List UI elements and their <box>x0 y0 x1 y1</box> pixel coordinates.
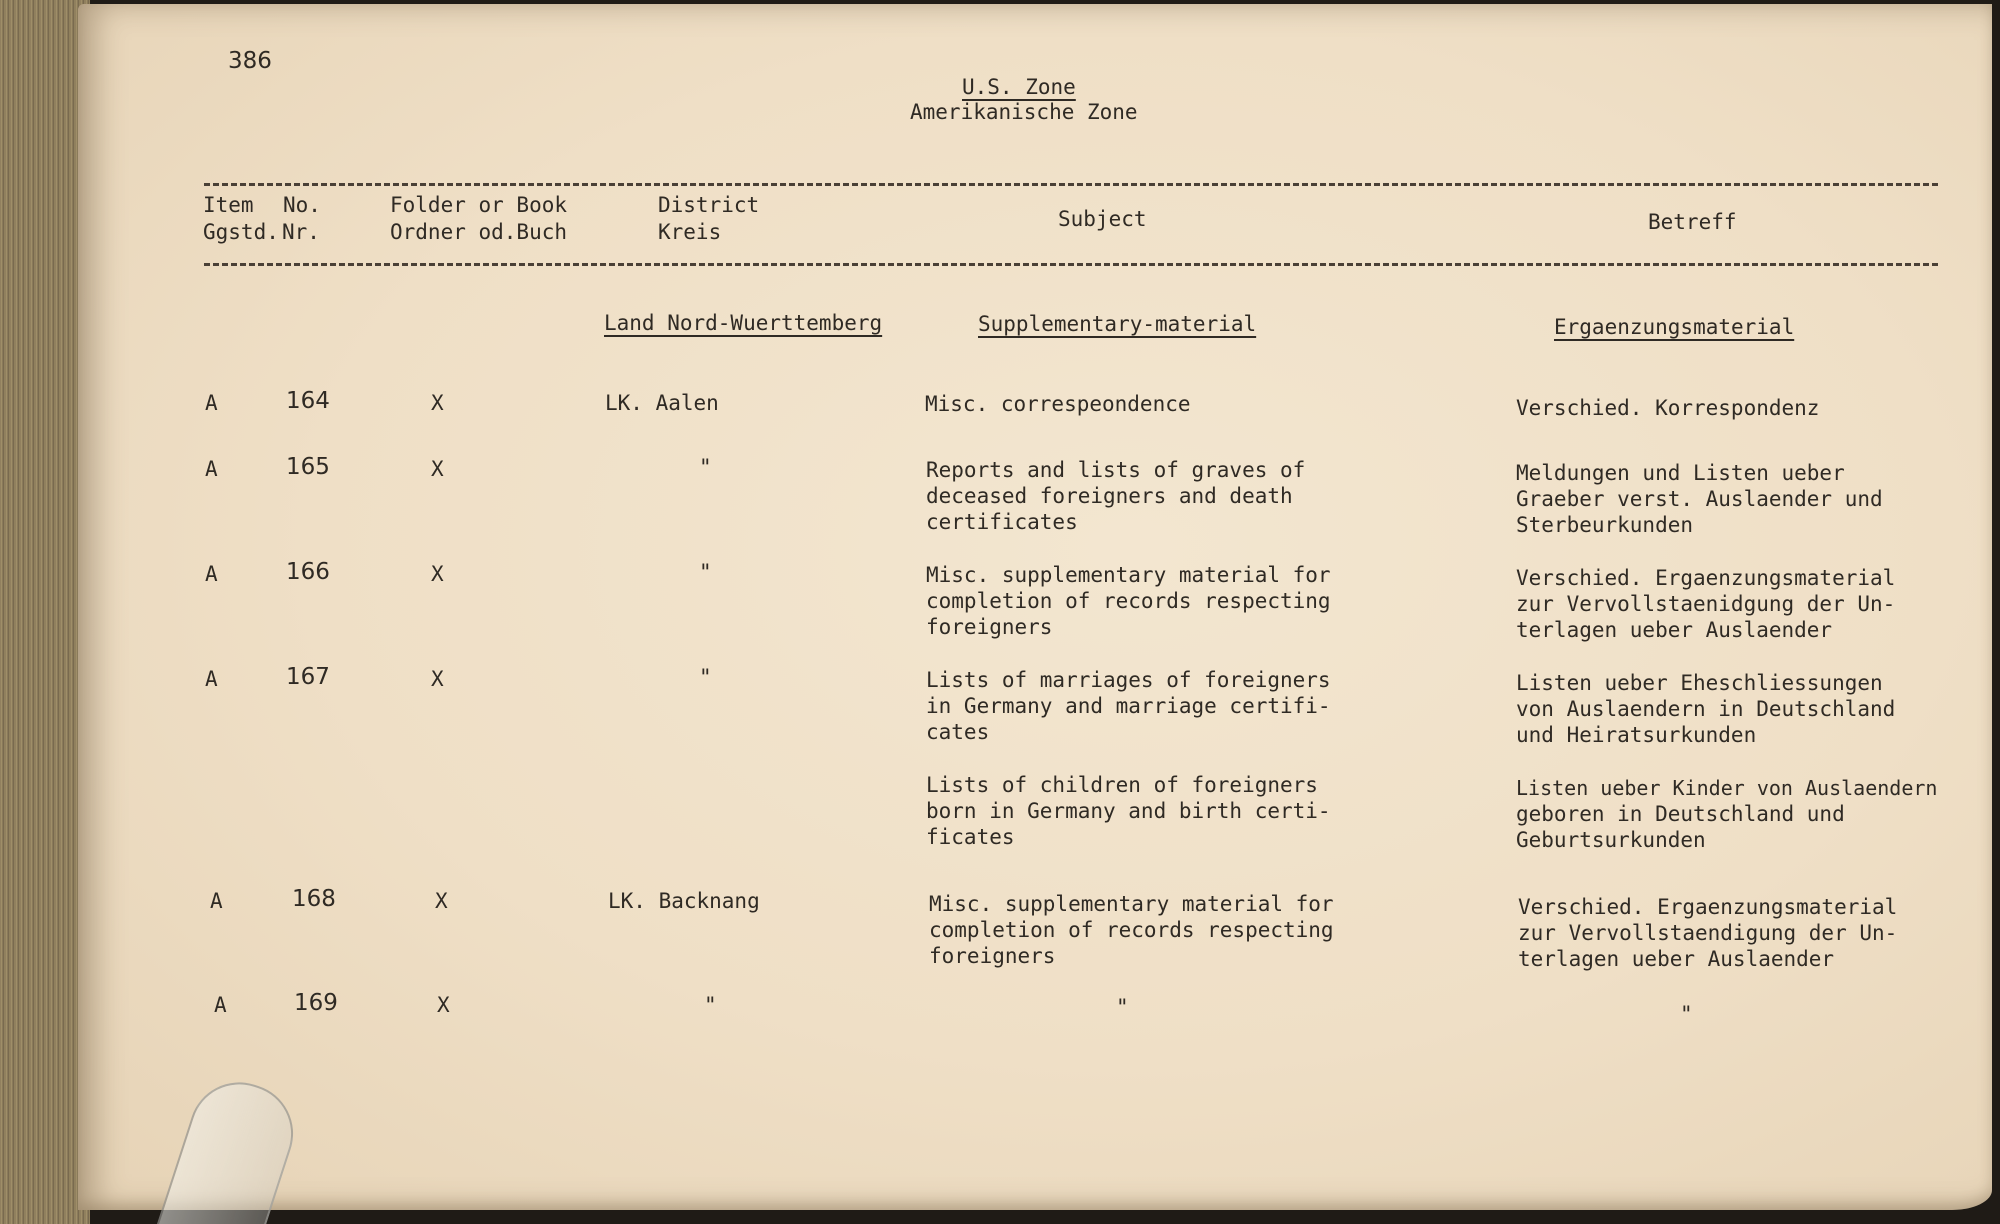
row-folder: X <box>437 993 450 1017</box>
col-header-district: District <box>658 193 760 217</box>
row-betreff-line: " <box>1680 1002 1693 1026</box>
page-title-de: Amerikanische Zone <box>910 100 1138 124</box>
section-subject-heading: Supplementary-material <box>978 312 1257 336</box>
row-district: LK. Aalen <box>605 391 719 415</box>
row-subject-line: in Germany and marriage certifi- <box>926 694 1331 718</box>
row-betreff-line: Graeber verst. Auslaender und <box>1516 487 1883 511</box>
row-subject-line: Misc. correspeondence <box>925 392 1191 416</box>
book-page-edges <box>0 0 90 1224</box>
row-item: A <box>214 993 227 1017</box>
row-district: LK. Backnang <box>608 889 760 913</box>
dashed-rule-top <box>204 183 1938 186</box>
row-subject-line: deceased foreigners and death <box>926 484 1293 508</box>
row-item: A <box>210 889 223 913</box>
dashed-rule-bottom <box>204 263 1938 266</box>
row-subject-line: Reports and lists of graves of <box>926 458 1306 482</box>
row-item: A <box>205 391 218 415</box>
row-number: 169 <box>294 990 338 1016</box>
row-district: " <box>699 665 712 689</box>
section-betreff-heading: Ergaenzungsmaterial <box>1554 315 1795 339</box>
row-item: A <box>205 562 218 586</box>
row-number: 165 <box>286 454 330 480</box>
row-item: A <box>205 457 218 481</box>
row-betreff-line: geboren in Deutschland und <box>1516 802 1845 826</box>
row-subject-line: foreigners <box>926 615 1053 639</box>
row-district: " <box>699 560 712 584</box>
row-subject-line: " <box>1116 995 1129 1019</box>
page-title-en: U.S. Zone <box>962 75 1076 99</box>
row-folder: X <box>431 562 444 586</box>
col-header-item-de: Ggstd. <box>203 220 279 244</box>
row-betreff-line: Listen ueber Eheschliessungen <box>1516 671 1883 695</box>
col-header-betreff: Betreff <box>1648 210 1737 234</box>
col-header-no-de: Nr. <box>282 220 320 244</box>
row-betreff-line: Sterbeurkunden <box>1516 513 1694 537</box>
col-header-subject: Subject <box>1058 207 1147 231</box>
row-betreff-line: terlagen ueber Auslaender <box>1518 947 1835 971</box>
row-betreff-line: terlagen ueber Auslaender <box>1516 618 1833 642</box>
row-district: " <box>704 993 717 1017</box>
row-district: " <box>699 455 712 479</box>
row-folder: X <box>431 667 444 691</box>
row-subject-line: Misc. supplementary material for <box>929 892 1334 916</box>
col-header-district-de: Kreis <box>658 220 722 244</box>
row-subject-line: certificates <box>926 510 1078 534</box>
row-betreff-line: und Heiratsurkunden <box>1516 723 1757 747</box>
row-betreff-line: Meldungen und Listen ueber <box>1516 461 1845 485</box>
col-header-no: No. <box>283 193 321 217</box>
row-betreff-line: zur Vervollstaendigung der Un- <box>1518 921 1898 945</box>
row-subject-line: completion of records respecting <box>929 918 1334 942</box>
section-district-heading: Land Nord-Wuerttemberg <box>604 311 883 335</box>
row-subject-line: completion of records respecting <box>926 589 1331 613</box>
row-number: 167 <box>286 664 330 690</box>
row-subject-line: Misc. supplementary material for <box>926 563 1331 587</box>
page-number: 386 <box>228 48 272 74</box>
col-header-folder: Folder or Book <box>390 193 568 217</box>
row-subject-line: ficates <box>926 825 1015 849</box>
row-folder: X <box>435 889 448 913</box>
row-betreff-line: Verschied. Ergaenzungsmaterial <box>1518 895 1898 919</box>
row-item: A <box>205 667 218 691</box>
row-subject-line: Lists of marriages of foreigners <box>926 668 1331 692</box>
row-betreff-line: Listen ueber Kinder von Auslaendern <box>1516 776 1938 800</box>
row-folder: X <box>431 457 444 481</box>
row-folder: X <box>431 391 444 415</box>
row-betreff-line: Geburtsurkunden <box>1516 828 1706 852</box>
col-header-item: Item <box>203 193 254 217</box>
row-number: 164 <box>286 388 330 414</box>
row-number: 168 <box>292 886 336 912</box>
row-betreff-line: Verschied. Korrespondenz <box>1516 396 1820 420</box>
row-betreff-line: von Auslaendern in Deutschland <box>1516 697 1896 721</box>
row-subject-line: cates <box>926 720 990 744</box>
col-header-folder-de: Ordner od.Buch <box>390 220 568 244</box>
row-betreff-line: Verschied. Ergaenzungsmaterial <box>1516 566 1896 590</box>
row-subject-line: foreigners <box>929 944 1056 968</box>
row-subject-line: born in Germany and birth certi- <box>926 799 1331 823</box>
row-number: 166 <box>286 559 330 585</box>
row-subject-line: Lists of children of foreigners <box>926 773 1318 797</box>
row-betreff-line: zur Vervollstaenidgung der Un- <box>1516 592 1896 616</box>
